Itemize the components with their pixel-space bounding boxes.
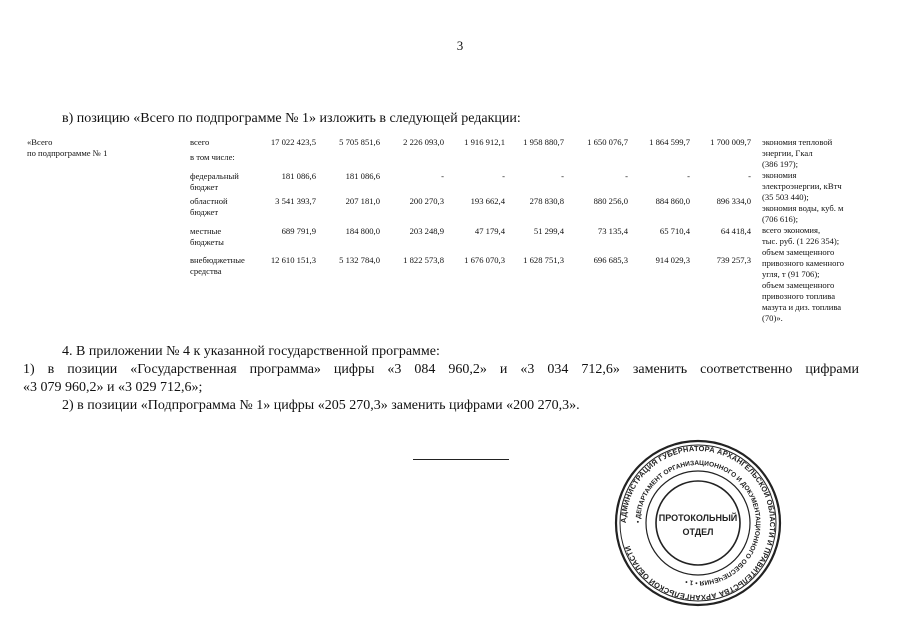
intro-paragraph: в) позицию «Всего по подпрограмме № 1» изложить в следующей редакции: <box>62 111 521 126</box>
table-cell: 193 662,4 <box>470 196 505 206</box>
table-cell: 1 822 573,8 <box>403 255 444 265</box>
table-cell: 184 800,0 <box>345 226 380 236</box>
table-row-label: внебюджетные средства <box>190 255 245 276</box>
table-cell: 278 830,8 <box>529 196 564 206</box>
table-cell: 207 181,0 <box>345 196 380 206</box>
official-stamp-seal <box>612 437 784 609</box>
table-cell: 1 916 912,1 <box>464 137 505 147</box>
table-cell: 5 132 784,0 <box>339 255 380 265</box>
section4-item1-continued: «3 079 960,2» и «3 029 712,6»; <box>23 380 203 395</box>
table-cell: - <box>441 171 444 181</box>
table-cell: 65 710,4 <box>659 226 690 236</box>
table-cell: 181 086,6 <box>345 171 380 181</box>
table-cell: 203 248,9 <box>409 226 444 236</box>
table-cell: - <box>687 171 690 181</box>
table-cell: - <box>561 171 564 181</box>
table-cell: 1 676 070,3 <box>464 255 505 265</box>
table-cell: 73 135,4 <box>597 226 628 236</box>
table-cell: 181 086,6 <box>281 171 316 181</box>
table-cell: 696 685,3 <box>593 255 628 265</box>
table-cell: 17 022 423,5 <box>270 137 316 147</box>
table-cell: 739 257,3 <box>716 255 751 265</box>
table-title: «Всего по подпрограмме № 1 <box>27 137 108 158</box>
table-cell: 1 864 599,7 <box>649 137 690 147</box>
section4-item1: 1) в позиции «Государственная программа» цифры «3 084 960,2» и «3 034 712,6» заменить соответственно цифрами <box>23 362 859 377</box>
stamp-ring-inner: • ДЕПАРТАМЕНТ ОРГАНИЗАЦИОННОГО И ДОКУМЕНТАЦИОННОГО ОБЕСПЕЧЕНИЯ • 1 • <box>634 459 762 587</box>
table-cell: 47 179,4 <box>474 226 505 236</box>
separator-line <box>413 459 509 460</box>
section4-heading: 4. В приложении № 4 к указанной государственной программе: <box>62 344 440 359</box>
table-row-label: всего <box>190 137 210 147</box>
table-cell: 1 628 751,3 <box>523 255 564 265</box>
table-cell: 3 541 393,7 <box>275 196 316 206</box>
table-cell: 12 610 151,3 <box>270 255 316 265</box>
page-number: 3 <box>456 38 464 53</box>
table-row-label: местные бюджеты <box>190 226 224 247</box>
table-row-label: в том числе: <box>190 152 235 162</box>
section4-item2: 2) в позиции «Подпрограмма № 1» цифры «205 270,3» заменить цифрами «200 270,3». <box>62 398 580 413</box>
table-cell: 51 299,4 <box>533 226 564 236</box>
stamp-center-line2: ОТДЕЛ <box>682 527 714 537</box>
table-cell: 1 650 076,7 <box>587 137 628 147</box>
table-cell: 5 705 851,6 <box>339 137 380 147</box>
table-cell: 2 226 093,0 <box>403 137 444 147</box>
table-row-label: областной бюджет <box>190 196 228 217</box>
table-cell: 1 958 880,7 <box>523 137 564 147</box>
table-cell: - <box>625 171 628 181</box>
table-notes: экономия тепловой энергии, Гкал (386 197); экономия электроэнергии, кВтч (35 503 440); экономия воды, куб. м (706 616); всего экономия, тыс. руб. (1 226 354); объем замещенного привозного каменного угля, т (91 706); объем замещенного привозного топлива мазута и диз. топлива (70)». <box>762 137 845 323</box>
table-cell: 200 270,3 <box>409 196 444 206</box>
table-cell: - <box>502 171 505 181</box>
table-cell: 1 700 009,7 <box>710 137 751 147</box>
table-cell: 880 256,0 <box>593 196 628 206</box>
table-cell: 914 029,3 <box>655 255 690 265</box>
stamp-ring-outer: АДМИНИСТРАЦИЯ ГУБЕРНАТОРА АРХАНГЕЛЬСКОЙ ОБЛАСТИ И ПРАВИТЕЛЬСТВА АРХАНГЕЛЬСКОЙ ОБЛАСТИ <box>618 443 778 603</box>
stamp-center-line1: ПРОТОКОЛЬНЫЙ <box>658 513 738 523</box>
table-cell: 884 860,0 <box>655 196 690 206</box>
table-cell: 689 791,9 <box>281 226 316 236</box>
table-cell: 64 418,4 <box>720 226 751 236</box>
table-row-label: федеральный бюджет <box>190 171 239 192</box>
table-cell: 896 334,0 <box>716 196 751 206</box>
table-cell: - <box>748 171 751 181</box>
